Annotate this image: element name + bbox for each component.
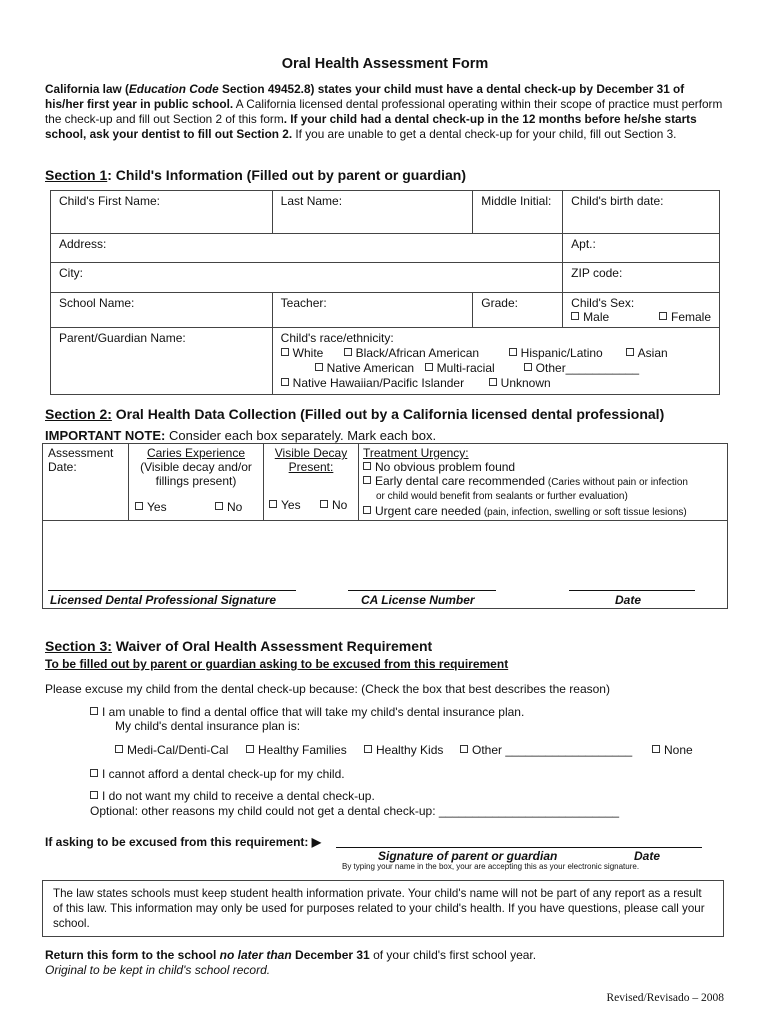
hispanic-checkbox[interactable] bbox=[509, 348, 517, 356]
sex-label: Child's Sex: bbox=[571, 296, 635, 310]
plan-medi-cal[interactable] bbox=[115, 743, 228, 757]
electronic-signature-note: By typing your name in the box, your are accepting this as your electronic signature. bbox=[342, 862, 640, 871]
section3-subheading: To be filled out by parent or guardian asking to be excused from this requirement bbox=[45, 657, 509, 671]
black-label: Black/African American bbox=[355, 346, 480, 360]
caries-sub-2: fillings present) bbox=[155, 474, 237, 488]
female-option[interactable] bbox=[659, 310, 711, 324]
first-name-field[interactable] bbox=[51, 191, 273, 234]
section1-label: Section 1 bbox=[45, 167, 108, 183]
section2-heading bbox=[45, 406, 664, 422]
race-multiracial[interactable] bbox=[425, 361, 495, 376]
excused-row bbox=[45, 835, 321, 849]
important-note bbox=[45, 428, 436, 443]
plan-none-checkbox[interactable] bbox=[652, 745, 660, 753]
intro-text-3: A California licensed dental professional operating within their scope of practice must perform the check-up and fill out Section 2 of this form bbox=[45, 97, 723, 126]
license-number-label: CA License Number bbox=[361, 593, 475, 607]
grade-label: Grade: bbox=[481, 296, 518, 310]
parent-signature-label: Signature of parent or guardian bbox=[378, 849, 558, 863]
caries-no-label: No bbox=[227, 500, 243, 514]
caries-no-checkbox[interactable] bbox=[215, 502, 223, 510]
last-name-label: Last Name: bbox=[280, 194, 343, 208]
caries-yes-label: Yes bbox=[147, 500, 167, 514]
parent-date-label: Date bbox=[634, 849, 661, 863]
return-no-later: no later than bbox=[219, 948, 292, 962]
first-name-label: Child's First Name: bbox=[59, 194, 160, 208]
child-info-table bbox=[50, 190, 720, 395]
visible-decay bbox=[264, 446, 358, 474]
urgency-2-note-2: or child would benefit from sealants or further evaluation) bbox=[376, 491, 628, 502]
address-label: Address: bbox=[59, 237, 107, 251]
reason-insurance[interactable] bbox=[90, 705, 524, 733]
female-label: Female bbox=[670, 310, 711, 324]
decay-yes-label: Yes bbox=[281, 498, 301, 512]
female-checkbox[interactable] bbox=[659, 312, 667, 320]
male-checkbox[interactable] bbox=[571, 312, 579, 320]
urgency-1-label: No obvious problem found bbox=[375, 460, 516, 474]
grade-field[interactable] bbox=[473, 293, 563, 328]
parent-name-field[interactable] bbox=[51, 328, 273, 395]
teacher-field[interactable] bbox=[272, 293, 473, 328]
return-instructions bbox=[45, 948, 536, 978]
black-checkbox[interactable] bbox=[344, 348, 352, 356]
race-other[interactable] bbox=[524, 361, 639, 376]
birth-date-label: Child's birth date: bbox=[571, 194, 664, 208]
race-native-american[interactable] bbox=[315, 361, 414, 376]
parent-name-label: Parent/Guardian Name: bbox=[59, 331, 186, 345]
urgency-3-note: (pain, infection, swelling or soft tissue lesions) bbox=[481, 507, 687, 518]
decay-no-label: No bbox=[332, 498, 348, 512]
intro-text-1: California law ( bbox=[45, 82, 129, 96]
privacy-notice: The law states schools must keep student health information private. Your child's name will not be part of any report as a result of this law. This information may only be used for purposes related to your child's health. If you have questions, please call your school. bbox=[42, 880, 724, 937]
healthy-kids-checkbox[interactable] bbox=[364, 745, 372, 753]
race-hawaiian[interactable] bbox=[281, 376, 464, 391]
city-field[interactable] bbox=[51, 263, 563, 293]
caries-no[interactable] bbox=[215, 500, 242, 514]
medi-cal-label: Medi-Cal/Denti-Cal bbox=[127, 743, 229, 757]
section1-title: : Child's Information (Filled out by parent or guardian) bbox=[107, 167, 467, 183]
return-text-1: Return this form to the school bbox=[45, 948, 220, 962]
white-label: White bbox=[292, 346, 324, 360]
section2-label: Section 2: bbox=[45, 406, 112, 422]
intro-education-code: Education Code bbox=[128, 82, 219, 96]
plan-none-label: None bbox=[664, 743, 693, 757]
optional-reasons: Optional: other reasons my child could not get a dental check-up: ___________________________ bbox=[90, 804, 620, 818]
decay-yes-checkbox[interactable] bbox=[269, 500, 277, 508]
hispanic-label: Hispanic/Latino bbox=[520, 346, 603, 360]
healthy-kids-label: Healthy Kids bbox=[376, 743, 444, 757]
decay-yes[interactable] bbox=[269, 498, 301, 512]
assessment-date-label: Date: bbox=[48, 460, 77, 474]
urgency-2-label: Early dental care recommended bbox=[375, 474, 546, 488]
dental-date-label: Date bbox=[615, 593, 642, 607]
caries-experience bbox=[129, 446, 263, 488]
license-number-line[interactable] bbox=[348, 590, 496, 591]
assessment-date-field[interactable] bbox=[48, 446, 113, 474]
important-note-text: Consider each box separately. Mark each box. bbox=[165, 428, 437, 443]
arrow-icon: ▶ bbox=[311, 835, 321, 849]
reason-insurance-label: I am unable to find a dental office that will take my child's dental insurance plan. bbox=[102, 705, 525, 719]
middle-initial-label: Middle Initial: bbox=[481, 194, 552, 208]
intro-paragraph bbox=[45, 82, 725, 142]
intro-text-2: Section 49452.8) states your child must have a dental check-up by December 31 of his/her first year in public school. bbox=[45, 82, 685, 111]
revision-note: Revised/Revisado – 2008 bbox=[606, 992, 724, 1004]
decay-sub: Present: bbox=[288, 460, 334, 474]
reason-not-want[interactable] bbox=[90, 789, 619, 819]
asian-checkbox[interactable] bbox=[626, 348, 634, 356]
excused-label: If asking to be excused from this requirement: bbox=[45, 835, 312, 849]
section2-title: Oral Health Data Collection (Filled out by a California licensed dental professional) bbox=[111, 406, 665, 422]
decay-no[interactable] bbox=[320, 498, 347, 512]
assessment-label: Assessment bbox=[48, 446, 114, 460]
race-white[interactable] bbox=[281, 346, 324, 361]
address-field[interactable] bbox=[51, 234, 563, 263]
reason-afford-checkbox[interactable] bbox=[90, 769, 98, 777]
race-unknown[interactable] bbox=[489, 376, 551, 391]
multiracial-label: Multi-racial bbox=[436, 361, 495, 375]
unknown-label: Unknown bbox=[500, 376, 551, 390]
decay-heading: Visible Decay bbox=[274, 446, 348, 460]
white-checkbox[interactable] bbox=[281, 348, 289, 356]
native-american-label: Native American bbox=[326, 361, 415, 375]
healthy-families-checkbox[interactable] bbox=[246, 745, 254, 753]
intro-text-4: . If your child had a dental check-up in the 12 months before he/she starts school, ask your dentist to fill out Section 2. bbox=[45, 112, 697, 141]
race-label: Child's race/ethnicity: bbox=[280, 331, 394, 345]
school-name-label: School Name: bbox=[59, 296, 135, 310]
asian-label: Asian bbox=[637, 346, 668, 360]
form-title: Oral Health Assessment Form bbox=[281, 56, 489, 72]
urgency-2-note: (Caries without pain or infection bbox=[545, 477, 688, 488]
native-american-checkbox[interactable] bbox=[315, 363, 323, 371]
caries-heading: Caries Experience bbox=[146, 446, 246, 460]
urgency-3-label: Urgent care needed bbox=[375, 504, 482, 518]
original-note: Original to be kept in child's school record. bbox=[45, 963, 271, 977]
reason-afford-label: I cannot afford a dental check-up for my child. bbox=[102, 767, 345, 781]
plan-healthy-kids[interactable] bbox=[364, 743, 443, 757]
hawaiian-label: Native Hawaiian/Pacific Islander bbox=[292, 376, 465, 390]
other-race-checkbox[interactable] bbox=[524, 363, 532, 371]
male-option[interactable] bbox=[571, 310, 609, 324]
zip-label: ZIP code: bbox=[571, 266, 623, 280]
healthy-families-label: Healthy Families bbox=[258, 743, 347, 757]
multiracial-checkbox[interactable] bbox=[425, 363, 433, 371]
dental-date-line[interactable] bbox=[569, 590, 695, 591]
section3-label: Section 3: bbox=[45, 638, 112, 654]
urgency-option-2[interactable] bbox=[363, 474, 725, 490]
caries-sub-1: (Visible decay and/or bbox=[140, 460, 252, 474]
race-field bbox=[272, 328, 719, 395]
urgency-3-checkbox[interactable] bbox=[363, 506, 371, 514]
reason-not-want-checkbox[interactable] bbox=[90, 791, 98, 799]
middle-initial-field[interactable] bbox=[473, 191, 563, 234]
section3-heading bbox=[45, 638, 432, 654]
caries-yes[interactable] bbox=[135, 500, 167, 514]
parent-signature-line[interactable] bbox=[336, 847, 702, 848]
reason-afford[interactable] bbox=[90, 767, 345, 781]
dental-signature-label: Licensed Dental Professional Signature bbox=[50, 593, 277, 607]
race-asian[interactable] bbox=[626, 346, 668, 361]
race-black[interactable] bbox=[344, 346, 479, 361]
city-label: City: bbox=[59, 266, 83, 280]
plan-other-checkbox[interactable] bbox=[460, 745, 468, 753]
teacher-label: Teacher: bbox=[280, 296, 327, 310]
birth-date-field[interactable] bbox=[563, 191, 720, 234]
medi-cal-checkbox[interactable] bbox=[115, 745, 123, 753]
urgency-option-1[interactable] bbox=[363, 460, 725, 474]
excuse-instruction: Please excuse my child from the dental check-up because: (Check the box that best describes the reason) bbox=[45, 682, 610, 696]
apt-field[interactable] bbox=[563, 234, 720, 263]
urgency-2-checkbox[interactable] bbox=[363, 476, 371, 484]
section3-title: Waiver of Oral Health Assessment Requirement bbox=[111, 638, 433, 654]
plan-none[interactable] bbox=[652, 743, 693, 757]
male-label: Male bbox=[583, 310, 610, 324]
caries-yes-checkbox[interactable] bbox=[135, 502, 143, 510]
urgency-option-3[interactable] bbox=[363, 504, 725, 520]
plan-healthy-families[interactable] bbox=[246, 743, 347, 757]
unknown-checkbox[interactable] bbox=[489, 378, 497, 386]
reason-not-want-label: I do not want my child to receive a dental check-up. bbox=[102, 789, 375, 803]
decay-no-checkbox[interactable] bbox=[320, 500, 328, 508]
insurance-plan-label: My child's dental insurance plan is: bbox=[115, 719, 301, 733]
urgency-1-checkbox[interactable] bbox=[363, 462, 371, 470]
important-note-label: IMPORTANT NOTE: bbox=[45, 428, 166, 443]
treatment-urgency bbox=[363, 446, 725, 520]
hawaiian-checkbox[interactable] bbox=[281, 378, 289, 386]
dental-signature-line[interactable] bbox=[48, 590, 296, 591]
race-hispanic[interactable] bbox=[509, 346, 603, 361]
other-race-label: Other___________ bbox=[535, 361, 640, 375]
sex-field bbox=[563, 293, 720, 328]
plan-other[interactable] bbox=[460, 743, 632, 757]
urgency-heading: Treatment Urgency: bbox=[363, 446, 469, 460]
dental-data-box bbox=[42, 443, 728, 609]
last-name-field[interactable] bbox=[272, 191, 473, 234]
return-date: December 31 bbox=[291, 948, 370, 962]
zip-field[interactable] bbox=[563, 263, 720, 293]
school-name-field[interactable] bbox=[51, 293, 273, 328]
return-text-2: of your child's first school year. bbox=[369, 948, 537, 962]
intro-text-5: If you are unable to get a dental check-up for your child, fill out Section 3. bbox=[292, 127, 677, 141]
reason-insurance-checkbox[interactable] bbox=[90, 707, 98, 715]
plan-other-label: Other ___________________ bbox=[472, 743, 633, 757]
apt-label: Apt.: bbox=[571, 237, 596, 251]
section1-heading bbox=[45, 167, 466, 183]
